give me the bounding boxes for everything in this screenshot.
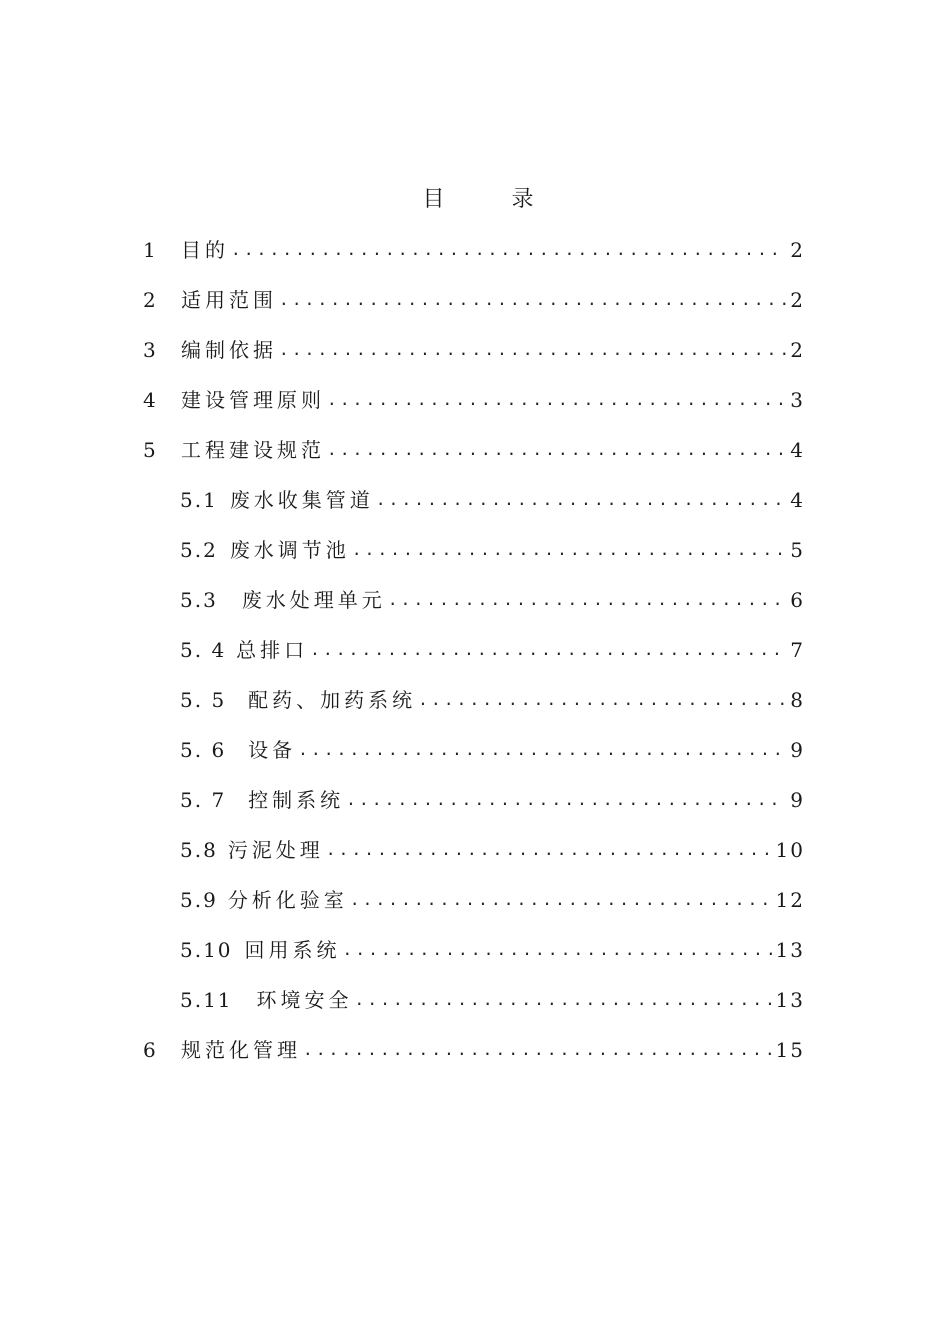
toc-label: 适用范围 <box>181 288 277 312</box>
toc-entry[interactable] <box>143 282 805 318</box>
toc-label: 规范化管理 <box>181 1038 301 1062</box>
toc-leader <box>355 982 772 1018</box>
toc-entry[interactable] <box>180 632 805 668</box>
toc-page-number: 4 <box>790 438 805 462</box>
toc-number: 5. 7 <box>180 788 227 812</box>
toc-number: 1 <box>143 238 158 262</box>
toc-label: 废水收集管道 <box>229 488 374 512</box>
toc-leader <box>310 632 786 668</box>
toc-label: 配药、加药系统 <box>248 688 417 712</box>
toc-entry[interactable] <box>180 732 805 768</box>
toc-page-number: 9 <box>790 738 805 762</box>
toc-page-number: 2 <box>790 338 805 362</box>
toc-entry[interactable] <box>180 782 805 818</box>
toc-page-number: 13 <box>775 938 805 962</box>
toc-label: 建设管理原则 <box>181 388 325 412</box>
toc-label: 工程建设规范 <box>181 438 325 462</box>
toc-number: 5.9 <box>180 888 218 912</box>
toc-entry[interactable] <box>180 582 805 618</box>
toc-leader <box>303 1032 772 1068</box>
toc-entry[interactable] <box>180 832 805 868</box>
toc-leader <box>418 682 786 718</box>
toc-number: 3 <box>143 338 158 362</box>
toc-leader <box>231 232 786 268</box>
toc-label: 设备 <box>248 738 297 762</box>
toc-number: 5.1 <box>180 488 218 512</box>
toc-leader <box>343 932 772 968</box>
toc-label: 总排口 <box>236 638 309 662</box>
toc-entry[interactable] <box>180 982 805 1018</box>
toc-leader <box>352 532 786 568</box>
toc-number: 6 <box>143 1038 158 1062</box>
toc-number: 5. 4 <box>180 638 227 662</box>
toc-entry[interactable] <box>180 932 805 968</box>
toc-leader <box>279 282 786 318</box>
toc-page-number: 3 <box>790 388 805 412</box>
toc-leader <box>298 732 786 768</box>
toc-number: 5.2 <box>180 538 218 562</box>
toc-label: 废水调节池 <box>229 538 350 562</box>
toc-entry[interactable] <box>143 232 805 268</box>
toc-entry[interactable] <box>180 532 805 568</box>
toc-page-number: 10 <box>775 838 805 862</box>
toc-leader <box>388 582 786 618</box>
toc-page-number: 12 <box>775 888 805 912</box>
toc-number: 5.3 <box>180 588 218 612</box>
toc-page-number: 9 <box>790 788 805 812</box>
toc-number: 5.10 <box>180 938 233 962</box>
toc-leader <box>327 432 786 468</box>
toc-entry[interactable] <box>180 482 805 518</box>
toc-leader <box>327 382 786 418</box>
toc-leader <box>279 332 786 368</box>
toc-page-number: 15 <box>775 1038 805 1062</box>
toc-label: 污泥处理 <box>227 838 324 862</box>
toc-page-number: 13 <box>775 988 805 1012</box>
toc-label: 编制依据 <box>181 338 277 362</box>
toc-label: 目的 <box>181 238 229 262</box>
toc-number: 2 <box>143 288 158 312</box>
toc-page-number: 7 <box>790 638 805 662</box>
toc-leader <box>346 782 786 818</box>
toc-page-number: 4 <box>790 488 805 512</box>
toc-entry[interactable] <box>143 432 805 468</box>
toc-leader <box>326 832 772 868</box>
toc-label: 控制系统 <box>248 788 345 812</box>
toc-leader <box>350 882 772 918</box>
toc-label: 分析化验室 <box>227 888 348 912</box>
toc-number: 5. 6 <box>180 738 227 762</box>
toc-leader <box>376 482 786 518</box>
toc-entry[interactable] <box>180 882 805 918</box>
toc-entry[interactable] <box>143 332 805 368</box>
toc-number: 5.8 <box>180 838 218 862</box>
toc-page-number: 2 <box>790 288 805 312</box>
toc-label: 废水处理单元 <box>241 588 386 612</box>
toc-page-number: 6 <box>790 588 805 612</box>
toc-label: 回用系统 <box>244 938 341 962</box>
toc-number: 5.11 <box>180 988 233 1012</box>
toc-entry[interactable] <box>143 382 805 418</box>
toc-page-number: 2 <box>790 238 805 262</box>
toc-number: 5. 5 <box>180 688 227 712</box>
toc-number: 5 <box>143 438 158 462</box>
toc-entry[interactable] <box>180 682 805 718</box>
toc-entry[interactable] <box>143 1032 805 1068</box>
toc-title: 目 录 <box>422 187 564 212</box>
toc-label: 环境安全 <box>256 988 353 1012</box>
toc-page-number: 8 <box>790 688 805 712</box>
toc-number: 4 <box>143 388 158 412</box>
toc-page-number: 5 <box>790 538 805 562</box>
